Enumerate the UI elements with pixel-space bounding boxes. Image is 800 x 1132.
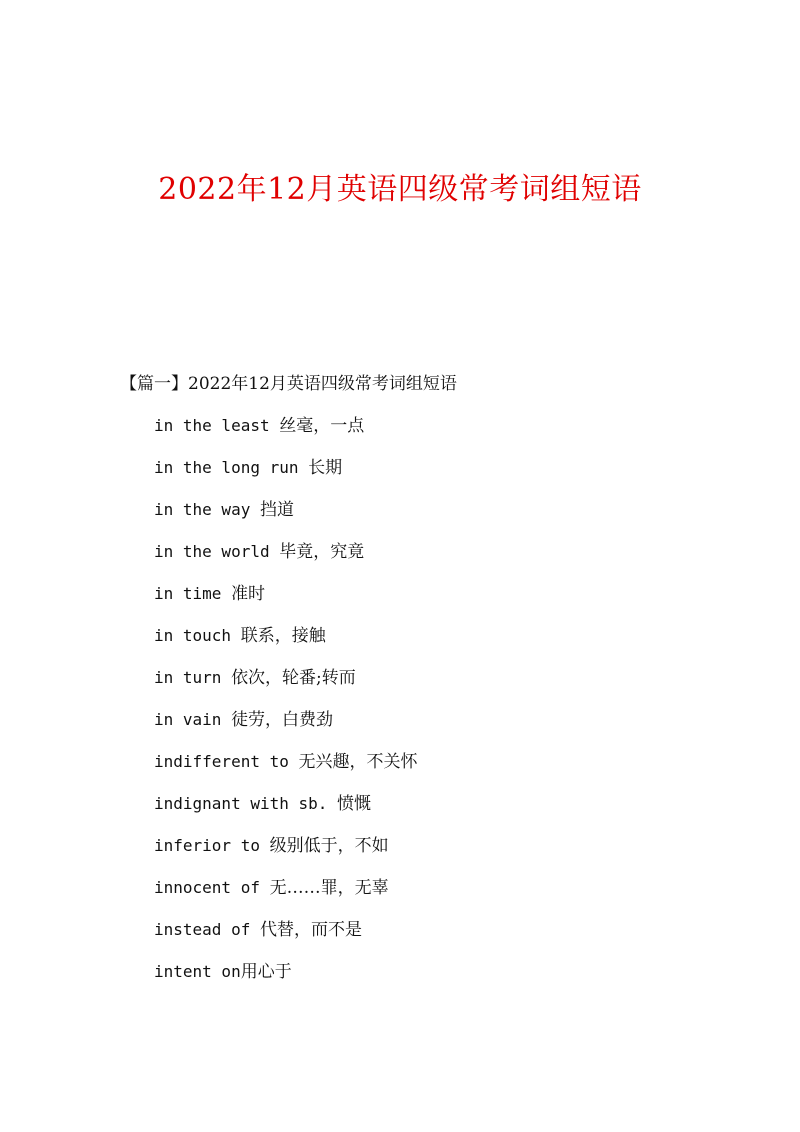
phrase-entry: [154, 874, 418, 916]
phrase-text: indignant with sb.: [154, 794, 338, 813]
phrase-entry: [154, 916, 418, 958]
phrase-meaning: 愤慨: [337, 794, 372, 814]
phrase-entry: [154, 496, 418, 538]
phrase-entry: [154, 622, 418, 664]
phrase-meaning: 准时: [231, 584, 266, 604]
phrase-text: in the way: [154, 500, 260, 519]
phrase-text: in vain: [154, 710, 232, 729]
phrase-text: in turn: [154, 668, 232, 687]
phrase-meaning: 级别低于，不如: [269, 836, 389, 856]
document-title: 2022年12月英语四级常考词组短语: [158, 172, 642, 207]
phrase-text: instead of: [154, 920, 260, 939]
phrase-meaning: 无……罪，无辜: [269, 878, 389, 898]
phrase-meaning: 代替，而不是: [259, 920, 362, 940]
phrase-text: intent on: [154, 962, 241, 981]
phrase-text: indifferent to: [154, 752, 299, 771]
phrase-meaning: 挡道: [259, 500, 294, 520]
phrase-entry: [154, 454, 418, 496]
phrase-entry: [154, 538, 418, 580]
phrase-meaning: 徒劳，白费劲: [231, 710, 334, 730]
phrase-entry: [154, 664, 418, 706]
phrase-entry: [154, 706, 418, 748]
phrase-meaning: 毕竟，究竟: [279, 542, 365, 562]
phrase-list: [154, 412, 418, 1000]
phrase-text: in touch: [154, 626, 241, 645]
phrase-text: inferior to: [154, 836, 270, 855]
phrase-text: innocent of: [154, 878, 270, 897]
phrase-meaning: 联系，接触: [240, 626, 326, 646]
phrase-text: in the world: [154, 542, 280, 561]
phrase-meaning: 丝毫，一点: [279, 416, 365, 436]
phrase-meaning: 长期: [308, 458, 343, 478]
phrase-meaning: 依次，轮番;转而: [231, 668, 356, 688]
phrase-entry: [154, 580, 418, 622]
section-heading: 【篇一】2022年12月英语四级常考词组短语: [120, 374, 457, 394]
phrase-text: in the least: [154, 416, 280, 435]
phrase-meaning: 用心于: [240, 962, 292, 982]
phrase-entry: [154, 748, 418, 790]
phrase-entry: [154, 958, 418, 1000]
phrase-meaning: 无兴趣，不关怀: [298, 752, 418, 772]
phrase-entry: [154, 832, 418, 874]
phrase-text: in the long run: [154, 458, 309, 477]
phrase-entry: [154, 790, 418, 832]
phrase-text: in time: [154, 584, 232, 603]
phrase-entry: [154, 412, 418, 454]
